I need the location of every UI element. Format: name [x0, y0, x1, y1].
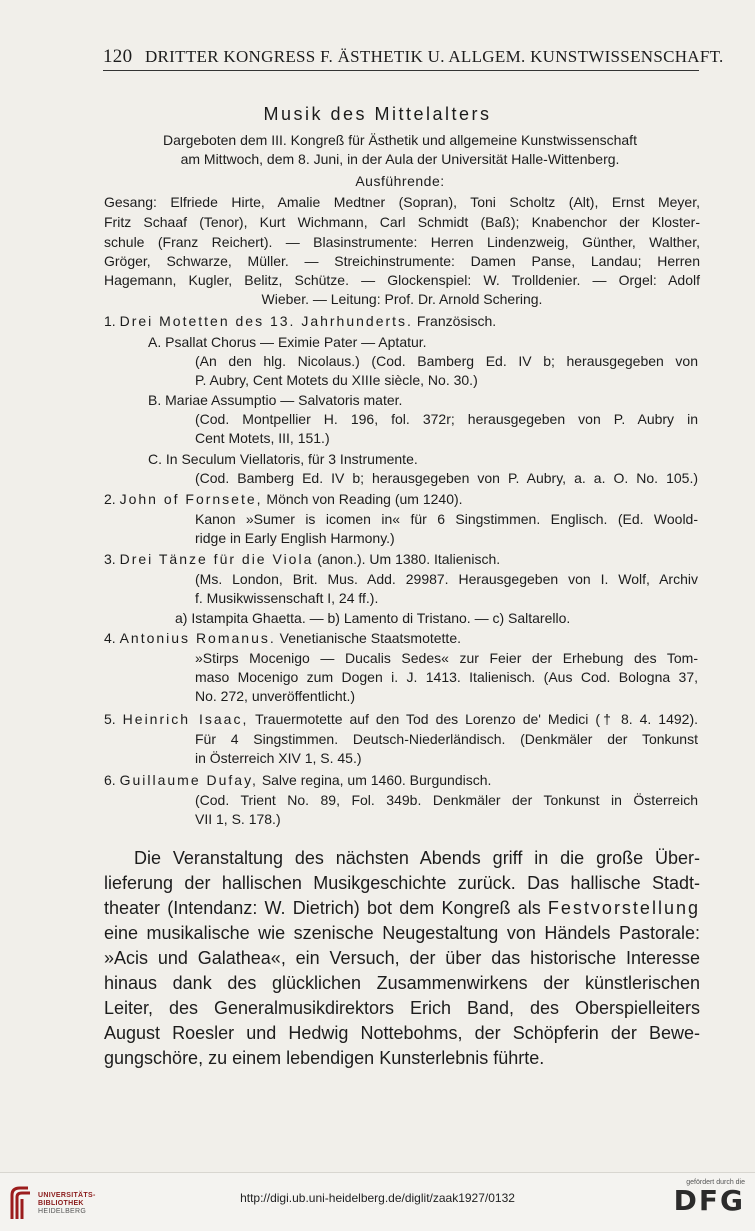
program-item-4-note-1: »Stirps Mocenigo — Ducalis Sedes« zur Feier der Erhebung des Tom- — [195, 650, 698, 666]
program-item-1: 1. Drei Motetten des 13. Jahrhunderts. Französisch. — [104, 313, 497, 329]
performers-line-6: Wieber. — Leitung: Prof. Dr. Arnold Schering. — [261, 291, 543, 307]
library-name-line-3: HEIDELBERG — [38, 1208, 87, 1215]
performers-line-5: Hagemann, Kugler, Belitz, Schütze. — Glockenspiel: W. Trolldenier. — Orgel: Adolf — [104, 272, 700, 288]
sponsor-note: gefördert durch die — [686, 1179, 745, 1186]
program-item-1b: B. Mariae Assumptio — Salvatoris mater. — [148, 392, 403, 408]
paragraph-line-3: theater (Intendanz: W. Dietrich) bot dem Kongreß als Festvorstellung — [104, 898, 700, 918]
paragraph-line-1: Die Veranstaltung des nächsten Abends griff in die große Über- — [134, 848, 700, 868]
performers-line-3: schule (Franz Reichert). — Blasinstrumente: Herren Lindenzweig, Günther, Walther, — [104, 234, 700, 250]
paragraph-line-7: Leiter, des Generalmusikdirektors Erich Band, des Oberspielleiters — [104, 998, 700, 1018]
program-item-5-note-1: Für 4 Singstimmen. Deutsch-Niederländisch. (Denkmäler der Tonkunst — [195, 731, 698, 747]
program-item-4-note-2: maso Mocenigo zum Dogen i. J. 1413. Italienisch. (Aus Cod. Bologna 37, — [195, 669, 698, 685]
library-name-line-2: BIBLIOTHEK — [38, 1200, 84, 1207]
page-number: 120 — [103, 46, 133, 67]
viewer-footer — [0, 1172, 755, 1231]
paragraph-line-5: »Acis und Galathea«, ein Versuch, der über das historische Interesse — [104, 948, 700, 968]
section-title: Musik des Mittelalters — [263, 104, 492, 124]
performers-heading: Ausführende: — [355, 173, 445, 189]
library-name-line-1: UNIVERSITÄTS- — [38, 1192, 96, 1199]
program-item-1a-note-1: (An den hlg. Nicolaus.) (Cod. Bamberg Ed. IV b; herausgegeben von — [195, 353, 698, 369]
program-item-1c-note-1: (Cod. Bamberg Ed. IV b; herausgegeben von P. Aubry, a. a. O. No. 105.) — [195, 470, 698, 486]
program-item-4: 4. Antonius Romanus. Venetianische Staatsmotette. — [104, 630, 461, 646]
performers-line-2: Fritz Schaaf (Tenor), Kurt Wichmann, Carl Schmidt (Baß); Knabenchor der Kloster- — [104, 214, 700, 230]
program-item-1a-note-2: P. Aubry, Cent Motets du XIIIe siècle, No. 30.) — [195, 372, 478, 388]
program-item-4-note-3: No. 272, unveröffentlicht.) — [195, 688, 356, 704]
running-title: DRITTER KONGRESS F. ÄSTHETIK U. ALLGEM. KUNSTWISSENSCHAFT. — [144, 47, 724, 66]
dfg-logo[interactable] — [665, 1179, 745, 1216]
intro-line-2: am Mittwoch, dem 8. Juni, in der Aula der Universität Halle-Wittenberg. — [180, 151, 620, 167]
program-item-1b-note-1: (Cod. Montpellier H. 196, fol. 372r; herausgegeben von P. Aubry in — [195, 411, 698, 427]
program-item-5: 5. Heinrich Isaac, Trauermotette auf den Tod des Lorenzo de' Medici († 8. 4. 1492). — [104, 711, 698, 727]
program-item-3: 3. Drei Tänze für die Viola (anon.). Um 1380. Italienisch. — [104, 551, 501, 567]
program-item-5-note-2: in Österreich XIV 1, S. 45.) — [195, 750, 362, 766]
program-item-2: 2. John of Fornsete, Mönch von Reading (um 1240). — [104, 491, 463, 507]
program-item-2-note-1: Kanon »Sumer is icomen in« für 6 Singstimmen. Englisch. (Ed. Woold- — [195, 511, 698, 527]
dfg-logo-text: DFG — [673, 1184, 745, 1217]
intro-line-1: Dargeboten dem III. Kongreß für Ästhetik und allgemeine Kunstwissenschaft — [163, 132, 637, 148]
performers-line-1: Gesang: Elfriede Hirte, Amalie Medtner (Sopran), Toni Scholtz (Alt), Ernst Meyer, — [104, 194, 700, 210]
running-header — [103, 46, 724, 68]
performers-line-4: Gröger, Schwarze, Müller. — Streichinstrumente: Damen Panse, Landau; Herren — [104, 253, 700, 269]
program-item-6-note-2: VII 1, S. 178.) — [195, 811, 281, 827]
program-item-3-note-3: a) Istampita Ghaetta. — b) Lamento di Tristano. — c) Saltarello. — [175, 610, 571, 626]
permalink-url[interactable]: http://digi.ub.uni-heidelberg.de/diglit/zaak1927/0132 — [240, 1191, 515, 1205]
program-item-2-note-2: ridge in Early English Harmony.) — [195, 530, 395, 546]
program-item-1a: A. Psallat Chorus — Eximie Pater — Aptatur. — [148, 334, 427, 350]
paragraph-line-9: gungschöre, zu einem lebendigen Kunsterlebnis führte. — [104, 1048, 545, 1068]
program-item-1c: C. In Seculum Viellatoris, für 3 Instrumente. — [148, 451, 418, 467]
paragraph-line-6: hinaus dank des glücklichen Zusammenwirkens der künstlerischen — [104, 973, 700, 993]
program-item-1b-note-2: Cent Motets, III, 151.) — [195, 430, 330, 446]
paragraph-line-2: lieferung der hallischen Musikgeschichte zurück. Das hallische Stadt- — [104, 873, 700, 893]
header-rule — [103, 70, 699, 71]
program-item-3-note-1: (Ms. London, Brit. Mus. Add. 29987. Herausgegeben von I. Wolf, Archiv — [195, 571, 698, 587]
program-item-3-note-2: f. Musikwissenschaft I, 24 ff.). — [195, 590, 379, 606]
program-item-6-note-1: (Cod. Trient No. 89, Fol. 349b. Denkmäler der Tonkunst in Österreich — [195, 792, 698, 808]
paragraph-line-8: August Roesler und Hedwig Nottebohms, der Schöpferin der Bewe- — [104, 1023, 700, 1043]
program-item-6: 6. Guillaume Dufay, Salve regina, um 1460. Burgundisch. — [104, 772, 492, 788]
paragraph-line-4: eine musikalische wie szenische Neugestaltung von Händels Pastorale: — [104, 923, 700, 943]
